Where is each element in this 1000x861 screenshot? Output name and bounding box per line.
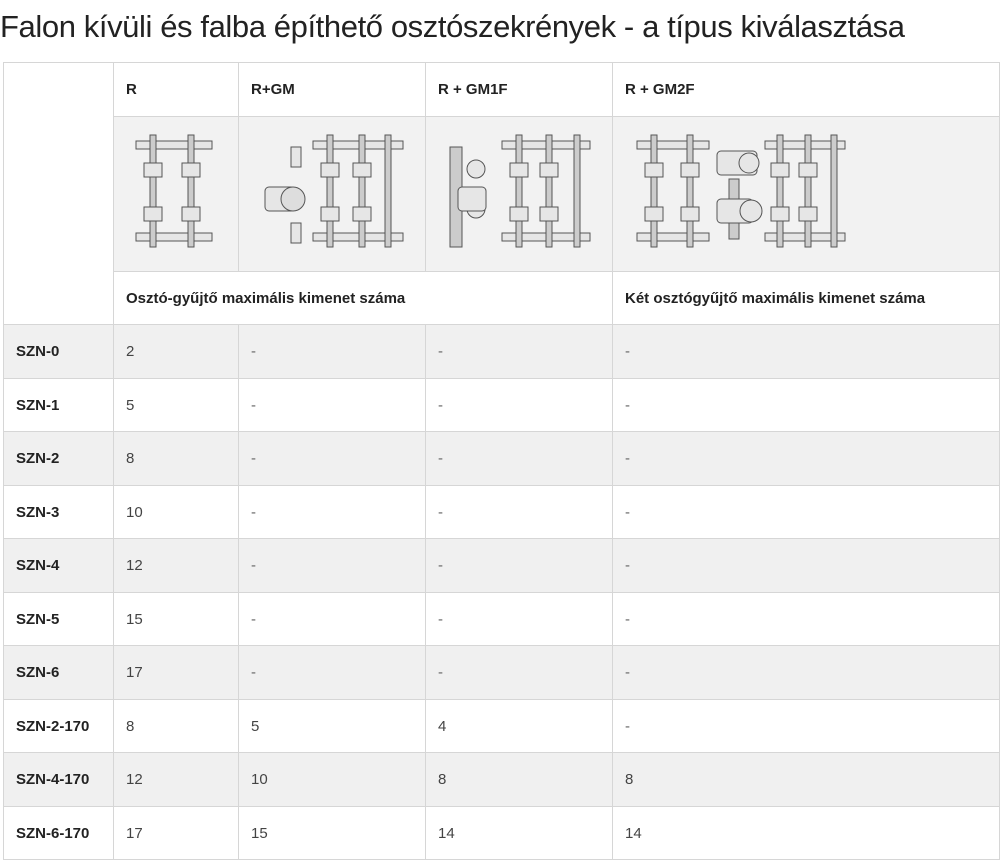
image-cell-r-gm1f bbox=[426, 117, 613, 272]
cell-r-gm2f: - bbox=[613, 700, 1000, 753]
cell-r-gm1f: - bbox=[426, 325, 613, 379]
cell-r-gm: - bbox=[239, 325, 426, 379]
table-row bbox=[4, 807, 1000, 860]
manifold-r-gm2f-diagram bbox=[625, 117, 987, 271]
cell-r-gm1f: 14 bbox=[426, 807, 613, 860]
table-row bbox=[4, 753, 1000, 807]
cell-r-gm1f: - bbox=[426, 379, 613, 432]
cell-r-gm1f: 4 bbox=[426, 700, 613, 753]
cell-r: 2 bbox=[114, 325, 239, 379]
subheader-double: Két osztógyűjtő maximális kimenet száma bbox=[613, 272, 1000, 325]
cell-r: 17 bbox=[114, 807, 239, 860]
column-header-row bbox=[4, 63, 1000, 117]
cell-r: 8 bbox=[114, 700, 239, 753]
cell-r-gm1f: - bbox=[426, 486, 613, 539]
selection-table bbox=[3, 62, 1000, 860]
cell-r-gm2f: - bbox=[613, 486, 1000, 539]
cell-r: 12 bbox=[114, 539, 239, 593]
manifold-r-gm-diagram bbox=[251, 117, 413, 271]
manifold-r-gm1f-diagram bbox=[438, 117, 600, 271]
row-label: SZN-2-170 bbox=[4, 700, 114, 753]
column-header-r-gm1f: R + GM1F bbox=[426, 63, 613, 117]
cell-r: 15 bbox=[114, 593, 239, 646]
cell-r-gm1f: - bbox=[426, 539, 613, 593]
column-header-r-gm: R+GM bbox=[239, 63, 426, 117]
row-label: SZN-2 bbox=[4, 432, 114, 486]
table-row bbox=[4, 486, 1000, 539]
cell-r-gm: - bbox=[239, 379, 426, 432]
row-label: SZN-6-170 bbox=[4, 807, 114, 860]
cell-r-gm: - bbox=[239, 486, 426, 539]
cell-r-gm2f: - bbox=[613, 325, 1000, 379]
cell-r: 17 bbox=[114, 646, 239, 700]
corner-cell bbox=[4, 63, 114, 325]
row-label: SZN-5 bbox=[4, 593, 114, 646]
cell-r-gm1f: - bbox=[426, 593, 613, 646]
column-header-r-gm2f: R + GM2F bbox=[613, 63, 1000, 117]
cell-r-gm1f: - bbox=[426, 432, 613, 486]
cell-r-gm1f: 8 bbox=[426, 753, 613, 807]
cell-r-gm: - bbox=[239, 593, 426, 646]
row-label: SZN-3 bbox=[4, 486, 114, 539]
row-label: SZN-1 bbox=[4, 379, 114, 432]
image-cell-r-gm bbox=[239, 117, 426, 272]
cell-r-gm: 10 bbox=[239, 753, 426, 807]
row-label: SZN-4-170 bbox=[4, 753, 114, 807]
row-label: SZN-6 bbox=[4, 646, 114, 700]
table-row bbox=[4, 539, 1000, 593]
cell-r-gm2f: - bbox=[613, 593, 1000, 646]
cell-r-gm1f: - bbox=[426, 646, 613, 700]
cell-r-gm: - bbox=[239, 539, 426, 593]
subheader-single: Osztó-gyűjtő maximális kimenet száma bbox=[114, 272, 613, 325]
row-label: SZN-4 bbox=[4, 539, 114, 593]
table-row bbox=[4, 700, 1000, 753]
column-header-r: R bbox=[114, 63, 239, 117]
table-row bbox=[4, 325, 1000, 379]
image-cell-r bbox=[114, 117, 239, 272]
table-row bbox=[4, 593, 1000, 646]
cell-r-gm: - bbox=[239, 646, 426, 700]
manifold-r-diagram bbox=[126, 117, 226, 271]
cell-r: 10 bbox=[114, 486, 239, 539]
cell-r-gm: 15 bbox=[239, 807, 426, 860]
cell-r-gm2f: - bbox=[613, 379, 1000, 432]
table-row bbox=[4, 432, 1000, 486]
cell-r-gm2f: - bbox=[613, 432, 1000, 486]
cell-r: 5 bbox=[114, 379, 239, 432]
image-row bbox=[4, 117, 1000, 272]
cell-r-gm: 5 bbox=[239, 700, 426, 753]
table-row bbox=[4, 646, 1000, 700]
image-cell-r-gm2f bbox=[613, 117, 1000, 272]
cell-r: 8 bbox=[114, 432, 239, 486]
cell-r-gm: - bbox=[239, 432, 426, 486]
cell-r-gm2f: 8 bbox=[613, 753, 1000, 807]
page-title: Falon kívüli és falba építhető osztószekrények - a típus kiválasztása bbox=[0, 9, 905, 44]
table-row bbox=[4, 379, 1000, 432]
subheader-row bbox=[4, 272, 1000, 325]
cell-r-gm2f: - bbox=[613, 539, 1000, 593]
cell-r-gm2f: 14 bbox=[613, 807, 1000, 860]
row-label: SZN-0 bbox=[4, 325, 114, 379]
cell-r: 12 bbox=[114, 753, 239, 807]
cell-r-gm2f: - bbox=[613, 646, 1000, 700]
